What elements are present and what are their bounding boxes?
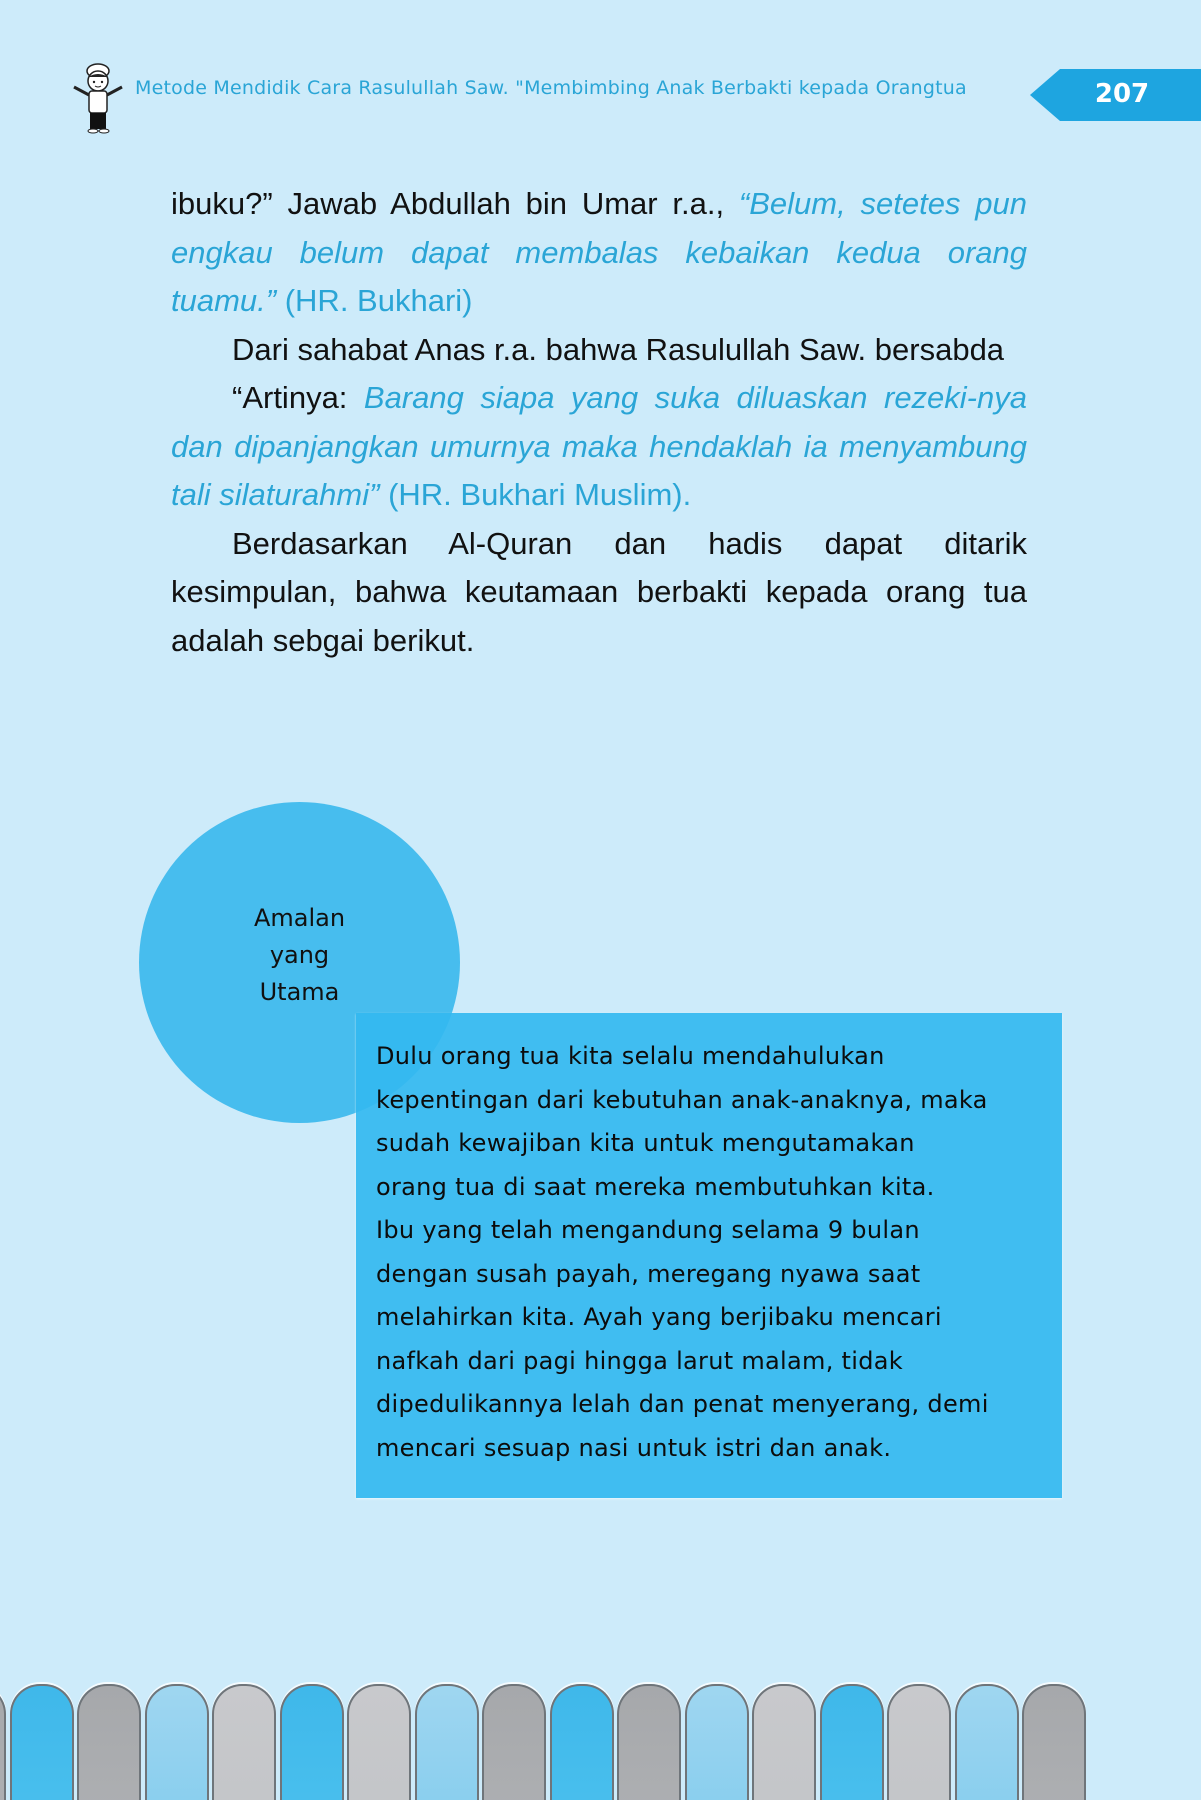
picket-fence-decoration <box>0 1660 1201 1800</box>
fence-picket <box>955 1684 1019 1800</box>
circle-label <box>139 900 460 1011</box>
paragraph-anas: Dari sahabat Anas r.a. bahwa Rasulullah Saw. bersabda <box>232 331 1005 367</box>
callout-box <box>356 1013 1062 1498</box>
circle-label-line: Utama <box>259 978 340 1006</box>
callout-line: orang tua di saat mereka membutuhkan kita. <box>376 1172 935 1201</box>
fence-picket <box>10 1684 74 1800</box>
hadith-quote: “Belum, setetes pun engkau belum dapat membalas kebaikan kedua orang tuamu.” <box>171 186 1027 318</box>
circle-label-line: yang <box>269 941 330 969</box>
callout-box-text <box>376 1035 1026 1470</box>
fence-picket <box>482 1684 546 1800</box>
page-number-tab <box>1030 69 1201 121</box>
fence-picket <box>1022 1684 1086 1800</box>
fence-picket <box>77 1684 141 1800</box>
callout-line: dengan susah payah, meregang nyawa saat <box>376 1259 921 1288</box>
paragraph-plain: “Artinya: <box>232 380 364 415</box>
fence-picket <box>617 1684 681 1800</box>
page-header <box>0 55 1201 135</box>
paragraph-plain: ibuku?” Jawab Abdullah bin Umar r.a., <box>171 186 739 221</box>
hadith-citation: (HR. Bukhari Muslim). <box>379 477 692 512</box>
fence-picket <box>212 1684 276 1800</box>
callout-line: nafkah dari pagi hingga larut malam, tidak <box>376 1346 903 1375</box>
paragraph-hadith-2 <box>171 374 1027 520</box>
body-text <box>171 180 1027 665</box>
callout-line: kepentingan dari kebutuhan anak-anaknya, maka <box>376 1085 988 1114</box>
callout-line: Ibu yang telah mengandung selama 9 bulan <box>376 1216 920 1244</box>
fence-picket <box>685 1684 749 1800</box>
running-title: Metode Mendidik Cara Rasulullah Saw. "Membimbing Anak Berbakti kepada Orangtua <box>135 77 967 99</box>
fence-picket <box>145 1684 209 1800</box>
paragraph-conclusion: Berdasarkan Al-Quran dan hadis dapat ditarik kesimpulan, bahwa keutamaan berbakti kepada orang tua adalah sebgai berikut. <box>171 525 1027 658</box>
fence-picket <box>550 1684 614 1800</box>
circle-label-line: Amalan <box>253 904 346 932</box>
callout-line: mencari sesuap nasi untuk istri dan anak. <box>376 1433 892 1462</box>
callout-line: Dulu orang tua kita selalu mendahulukan <box>376 1042 885 1070</box>
fence-picket <box>887 1684 951 1800</box>
hadith-citation: (HR. Bukhari) <box>276 283 473 318</box>
fence-picket <box>415 1684 479 1800</box>
fence-picket <box>280 1684 344 1800</box>
page-number: 207 <box>1094 79 1150 109</box>
fence-picket <box>0 1684 6 1800</box>
boy-with-cap-icon <box>68 59 128 137</box>
paragraph-hadith-1 <box>171 180 1027 326</box>
callout-line: dipedulikannya lelah dan penat menyerang, demi <box>376 1390 989 1418</box>
hadith-quote: Barang siapa yang suka diluaskan rezeki-nya dan dipanjangkan umurnya maka hendaklah ia menyambung tali silaturahmi” <box>171 380 1027 512</box>
callout-line: sudah kewajiban kita untuk mengutamakan <box>376 1129 915 1157</box>
fence-picket <box>752 1684 816 1800</box>
callout-line: melahirkan kita. Ayah yang berjibaku mencari <box>376 1303 942 1331</box>
fence-picket <box>347 1684 411 1800</box>
fence-picket <box>820 1684 884 1800</box>
